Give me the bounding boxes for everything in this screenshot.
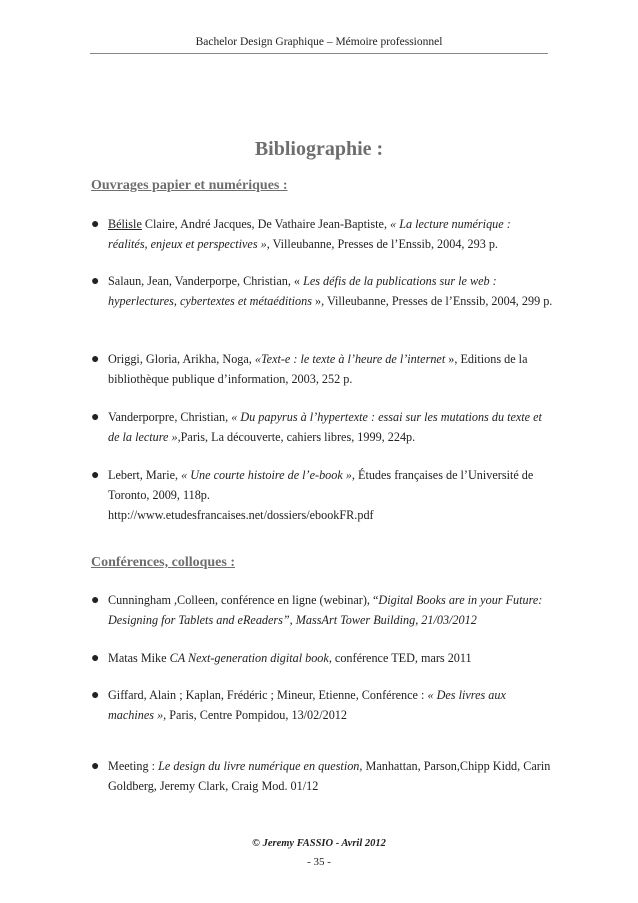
bullet-icon: ● bbox=[91, 759, 100, 774]
entry-part: Lebert, Marie, bbox=[108, 468, 182, 482]
section-heading-conferences: Conférences, colloques : bbox=[91, 555, 235, 570]
entry-text bbox=[108, 648, 553, 668]
entry-text bbox=[108, 407, 553, 447]
bullet-icon: ● bbox=[91, 352, 100, 367]
entry-title: Digital Books are in your Future: Designing for Tablets and eReaders”, MassArt Tower Building, 21/03/2012 bbox=[108, 593, 543, 627]
page-title: Bibliographie : bbox=[254, 138, 384, 160]
entry-part: Giffard, Alain ; Kaplan, Frédéric ; Mineur, Etienne, Conférence : bbox=[108, 688, 428, 702]
entry-title: « Une courte histoire de l’e-book » bbox=[181, 468, 352, 482]
entry-text bbox=[108, 214, 553, 254]
bullet-icon: ● bbox=[91, 274, 100, 289]
entry-title: Le design du livre numérique en question bbox=[158, 759, 360, 773]
entry-text bbox=[108, 349, 553, 389]
bibliography-entry bbox=[91, 271, 553, 311]
entry-part: », Editions de la bibliothèque publique d’information, 2003, 252 p. bbox=[108, 352, 528, 386]
entry-text bbox=[108, 590, 553, 630]
bullet-icon: ● bbox=[91, 593, 100, 608]
bibliography-entry bbox=[91, 214, 553, 254]
bibliography-entry bbox=[91, 465, 553, 525]
entry-text bbox=[108, 271, 553, 311]
entry-title: «Text-e : le texte à l’heure de l’internet bbox=[254, 352, 446, 366]
entry-text bbox=[108, 465, 553, 525]
bullet-icon: ● bbox=[91, 410, 100, 425]
entry-part: Cunningham ,Colleen, conférence en ligne (webinar), “ bbox=[108, 593, 379, 607]
entry-part: », Villeubanne, Presses de l’Enssib, 2004, 299 p. bbox=[311, 294, 553, 308]
bibliography-entry bbox=[91, 349, 553, 389]
entry-text bbox=[108, 756, 553, 796]
conference-entry bbox=[91, 648, 553, 668]
entry-part: Salaun, Jean, Vanderporpe, Christian, « bbox=[108, 274, 304, 288]
entry-part: Claire, André Jacques, De Vathaire Jean-Baptiste, bbox=[141, 217, 391, 231]
footer-credit: © Jeremy FASSIO - Avril 2012 bbox=[252, 838, 386, 849]
entry-text bbox=[108, 685, 553, 725]
entry-title: « La lecture numérique : réalités, enjeux et perspectives » bbox=[108, 217, 511, 251]
entry-part: Matas Mike bbox=[108, 651, 170, 665]
entry-url-link[interactable]: http://www.etudesfrancaises.net/dossiers/ebookFR.pdf bbox=[108, 508, 374, 522]
section-heading-books: Ouvrages papier et numériques : bbox=[91, 178, 288, 193]
header-divider bbox=[90, 53, 548, 54]
bullet-icon: ● bbox=[91, 468, 100, 483]
conference-entry bbox=[91, 756, 553, 796]
entry-part: ,Paris, La découverte, cahiers libres, 1999, 224p. bbox=[177, 430, 416, 444]
entry-title: « Des livres aux machines » bbox=[108, 688, 506, 722]
bullet-icon: ● bbox=[91, 651, 100, 666]
bullet-icon: ● bbox=[91, 688, 100, 703]
entry-title: Les défis de la publications sur le web : hyperlectures, cybertextes et métaéditions bbox=[108, 274, 497, 308]
entry-title: CA Next-generation digital book bbox=[169, 651, 329, 665]
entry-part: Vanderporpre, Christian, bbox=[108, 410, 232, 424]
entry-part: , Villeubanne, Presses de l’Enssib, 2004, 293 p. bbox=[266, 237, 498, 251]
entry-part: , conférence TED, mars 2011 bbox=[328, 651, 472, 665]
author-name: Bélisle bbox=[108, 217, 142, 231]
conference-entry bbox=[91, 590, 553, 630]
bullet-icon: ● bbox=[91, 217, 100, 232]
entry-part: , Études françaises de l’Université de Toronto, 2009, 118p. bbox=[108, 468, 534, 502]
entry-part: , Manhattan, Parson,Chipp Kidd, Carin Goldberg, Jeremy Clark, Craig Mod. 01/12 bbox=[108, 759, 551, 793]
entry-part: , Paris, Centre Pompidou, 13/02/2012 bbox=[163, 708, 347, 722]
bibliography-entry bbox=[91, 407, 553, 447]
entry-part: Origgi, Gloria, Arikha, Noga, bbox=[108, 352, 255, 366]
entry-title: « Du papyrus à l’hypertexte : essai sur les mutations du texte et de la lecture » bbox=[108, 410, 542, 444]
conference-entry bbox=[91, 685, 553, 725]
running-header: Bachelor Design Graphique – Mémoire professionnel bbox=[195, 36, 443, 48]
page-number: - 35 - bbox=[307, 856, 331, 868]
entry-part: Meeting : bbox=[108, 759, 159, 773]
